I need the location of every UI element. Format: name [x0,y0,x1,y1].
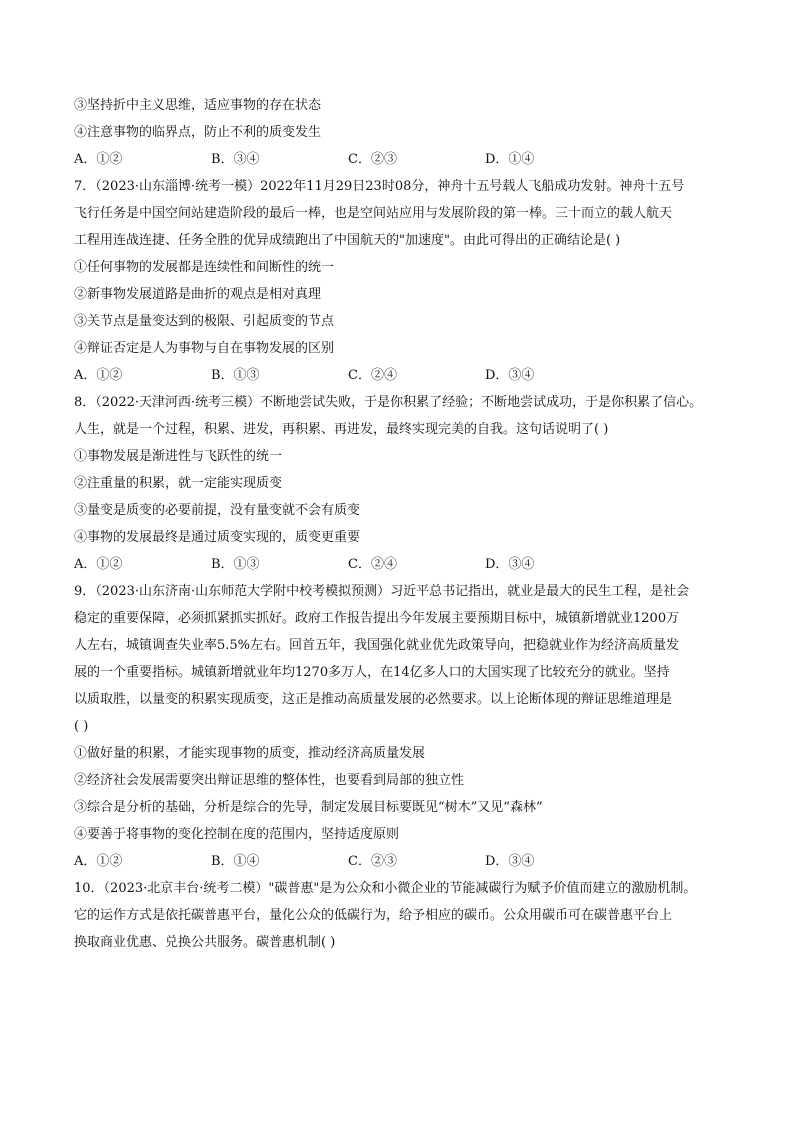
option-d[interactable]: D．③④ [485,854,535,869]
question-stem: 10．（2023·北京丰台·统考二模）"碳普惠"是为公众和小微企业的节能减碳行为赋予价值而建立的激励机制。 [74,881,697,896]
option-a[interactable]: A．①② [74,152,123,167]
statement: ④注意事物的临界点，防止不利的质变发生 [74,125,322,140]
option-b[interactable]: B．①③ [211,557,260,572]
question-8 [74,389,734,578]
question-stem: 飞行任务是中国空间站建造阶段的最后一棒，也是空间站应用与发展阶段的第一棒。三十而立的载人航天 [74,206,673,221]
question-stem: 人左右，城镇调查失业率5.5%左右。回首五年，我国强化就业优先政策导向，把稳就业作为经济高质量发 [74,638,680,653]
option-d[interactable]: D．③④ [485,557,535,572]
question-stem: 展的一个重要指标。城镇新增就业年均1270多万人，在14亿多人口的大国实现了比较充分的就业。坚持 [74,665,670,680]
option-c[interactable]: C．②④ [348,368,397,383]
question-stem: 7．（2023·山东淄博·统考一模）2022年11月29日23时08分，神舟十五号载人飞船成功发射。神舟十五号 [74,179,685,194]
answer-options [74,551,734,578]
question-stem: 工程用连战连捷、任务全胜的优异成绩跑出了中国航天的"加速度"。由此可得出的正确结论是( ) [74,233,621,248]
question-stem: 9．（2023·山东济南·山东师范大学附中校考模拟预测）习近平总书记指出，就业是最大的民生工程，是社会 [74,584,690,599]
statement: ②注重量的积累，就一定能实现质变 [74,476,283,491]
statement: ③关节点是量变达到的极限、引起质变的节点 [74,314,335,329]
option-d[interactable]: D．③④ [485,368,535,383]
statement: ②新事物发展道路是曲折的观点是相对真理 [74,287,322,302]
option-c[interactable]: C．②③ [348,152,397,167]
question-stem: 以质取胜，以量变的积累实现质变，这正是推动高质量发展的必然要求。以上论断体现的辩证思维道理是 [74,692,673,707]
option-a[interactable]: A．①② [74,557,123,572]
option-a[interactable]: A．①② [74,854,123,869]
statement: ③量变是质变的必要前提，没有量变就不会有质变 [74,503,361,518]
statement: ④辩证否定是人为事物与自在事物发展的区别 [74,341,335,356]
answer-options [74,146,734,173]
statement: ④事物的发展最终是通过质变实现的，质变更重要 [74,530,361,545]
statement: ①做好量的积累，才能实现事物的质变，推动经济高质量发展 [74,746,426,761]
option-b[interactable]: B．①④ [211,854,260,869]
answer-options [74,848,734,875]
statement: ③坚持折中主义思维，适应事物的存在状态 [74,98,322,113]
question-stem: 8．（2022·天津河西·统考三模）不断地尝试失败，于是你积累了经验；不断地尝试成功，于是你积累了信心。 [74,395,703,410]
option-a[interactable]: A．①② [74,368,123,383]
question-9 [74,578,734,875]
answer-options [74,362,734,389]
question-stem: 稳定的重要保障，必须抓紧抓实抓好。政府工作报告提出今年发展主要预期目标中，城镇新增就业1200万 [74,611,680,626]
option-d[interactable]: D．①④ [485,152,535,167]
question-stem: 它的运作方式是依托碳普惠平台，量化公众的低碳行为，给予相应的碳币。公众用碳币可在碳普惠平台上 [74,908,673,923]
question-10 [74,875,734,956]
question-stem: 人生，就是一个过程，积累、进发，再积累、再进发，最终实现完美的自我。这句话说明了( ) [74,422,609,437]
statement: ④要善于将事物的变化控制在度的范围内，坚持适度原则 [74,827,400,842]
question-stem: ( ) [74,719,89,734]
question-6-tail [74,92,734,173]
option-c[interactable]: C．②④ [348,557,397,572]
statement: ②经济社会发展需要突出辩证思维的整体性，也要看到局部的独立性 [74,773,465,788]
option-b[interactable]: B．①③ [211,368,260,383]
option-c[interactable]: C．②③ [348,854,397,869]
question-7 [74,173,734,389]
statement: ①任何事物的发展都是连续性和间断性的统一 [74,260,335,275]
question-stem: 换取商业优惠、兑换公共服务。碳普惠机制( ) [74,935,336,950]
question-content [74,92,734,956]
option-b[interactable]: B．③④ [211,152,260,167]
statement: ①事物发展是渐进性与飞跃性的统一 [74,449,283,464]
statement: ③综合是分析的基础，分析是综合的先导，制定发展目标要既见“树木”又见“森林” [74,800,543,815]
